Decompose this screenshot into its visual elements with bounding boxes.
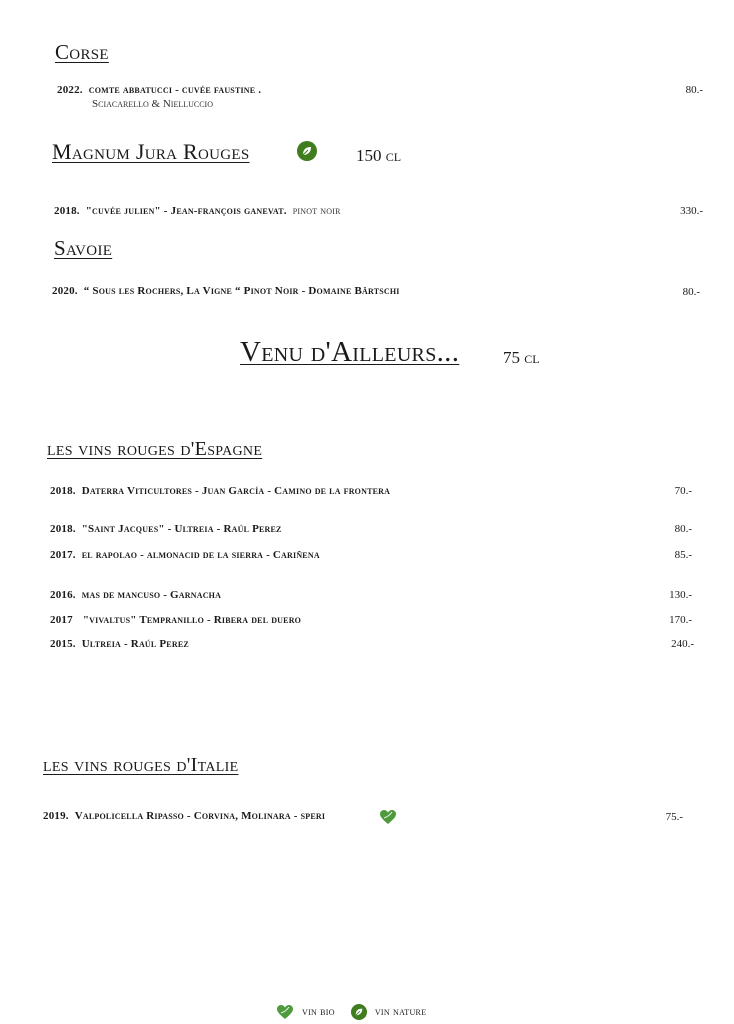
wine-name (43, 810, 325, 822)
vin-nature-leaf-icon (351, 1004, 367, 1020)
wine-price: 130.- (669, 589, 692, 601)
wine-name (54, 205, 341, 217)
wine-price: 85.- (674, 549, 692, 561)
section-title-espagne: les vins rouges d'Espagne (47, 438, 263, 460)
wine-title: Valpolicella Ripasso - Corvina, Molinara - speri (74, 810, 326, 822)
wine-name (50, 589, 221, 601)
wine-name (52, 285, 400, 297)
section-title-italie: les vins rouges d'Italie (43, 754, 239, 776)
wine-year: 2016. (50, 589, 76, 601)
wine-title: “ Sous les Rochers, La Vigne “ Pinot Noir - Domaine Bärtschi (83, 285, 400, 297)
wine-title: "vivaltus" Tempranillo - Ribera del duero (82, 614, 302, 626)
wine-name (50, 638, 189, 650)
wine-name (50, 523, 282, 535)
wine-title: el rapolao - almonacid de la sierra - Cariñena (81, 549, 320, 561)
wine-title: "Saint Jacques" - Ultreia - Raúl Perez (81, 523, 282, 535)
wine-year: 2019. (43, 810, 69, 822)
vin-bio-heart-icon (379, 809, 397, 830)
wine-price: 70.- (674, 485, 692, 497)
wine-year: 2018. (54, 205, 80, 217)
wine-year: 2022. (57, 84, 83, 96)
wine-name (50, 485, 390, 497)
wine-price: 170.- (669, 614, 692, 626)
wine-title: mas de mancuso - Garnacha (81, 589, 222, 601)
vin-nature-leaf-icon (297, 141, 317, 161)
wine-year: 2015. (50, 638, 76, 650)
legend-bio-label: vin bio (302, 1006, 335, 1018)
legend-nature-label: vin nature (374, 1006, 427, 1018)
wine-year: 2017. (50, 549, 76, 561)
wine-price: 330.- (680, 205, 703, 217)
wine-title: Ultreia - Raúl Perez (81, 638, 189, 650)
wine-name (50, 614, 301, 626)
wine-grapes: Sciacarello & Nielluccio (92, 98, 213, 110)
wine-year: 2017 (50, 614, 73, 626)
wine-price: 80.- (674, 523, 692, 535)
wine-year: 2020. (52, 285, 78, 297)
wine-price: 80.- (682, 286, 700, 298)
wine-grape: pinot noir (292, 205, 341, 217)
wine-name (50, 549, 320, 561)
section-title-savoie: Savoie (54, 236, 113, 260)
section-title-magnum: Magnum Jura Rouges (52, 139, 250, 164)
wine-year: 2018. (50, 485, 76, 497)
wine-price: 240.- (671, 638, 694, 650)
wine-title: comte abbatucci - cuvée faustine . (88, 84, 262, 96)
wine-title: "cuvée julien" - Jean-françois ganevat. (85, 205, 287, 217)
wine-price: 80.- (685, 84, 703, 96)
venu-volume: 75 cl (503, 348, 540, 367)
wine-title: Daterra Viticultores - Juan García - Camino de la frontera (81, 485, 391, 497)
section-title-venu: Venu d'Ailleurs... (240, 336, 460, 368)
section-title-corse: Corse (55, 40, 109, 64)
wine-year: 2018. (50, 523, 76, 535)
wine-price: 75.- (665, 811, 683, 823)
wine-name (57, 84, 261, 96)
legend (276, 1004, 426, 1020)
magnum-volume: 150 cl (356, 146, 402, 165)
vin-bio-heart-icon (276, 1004, 294, 1020)
